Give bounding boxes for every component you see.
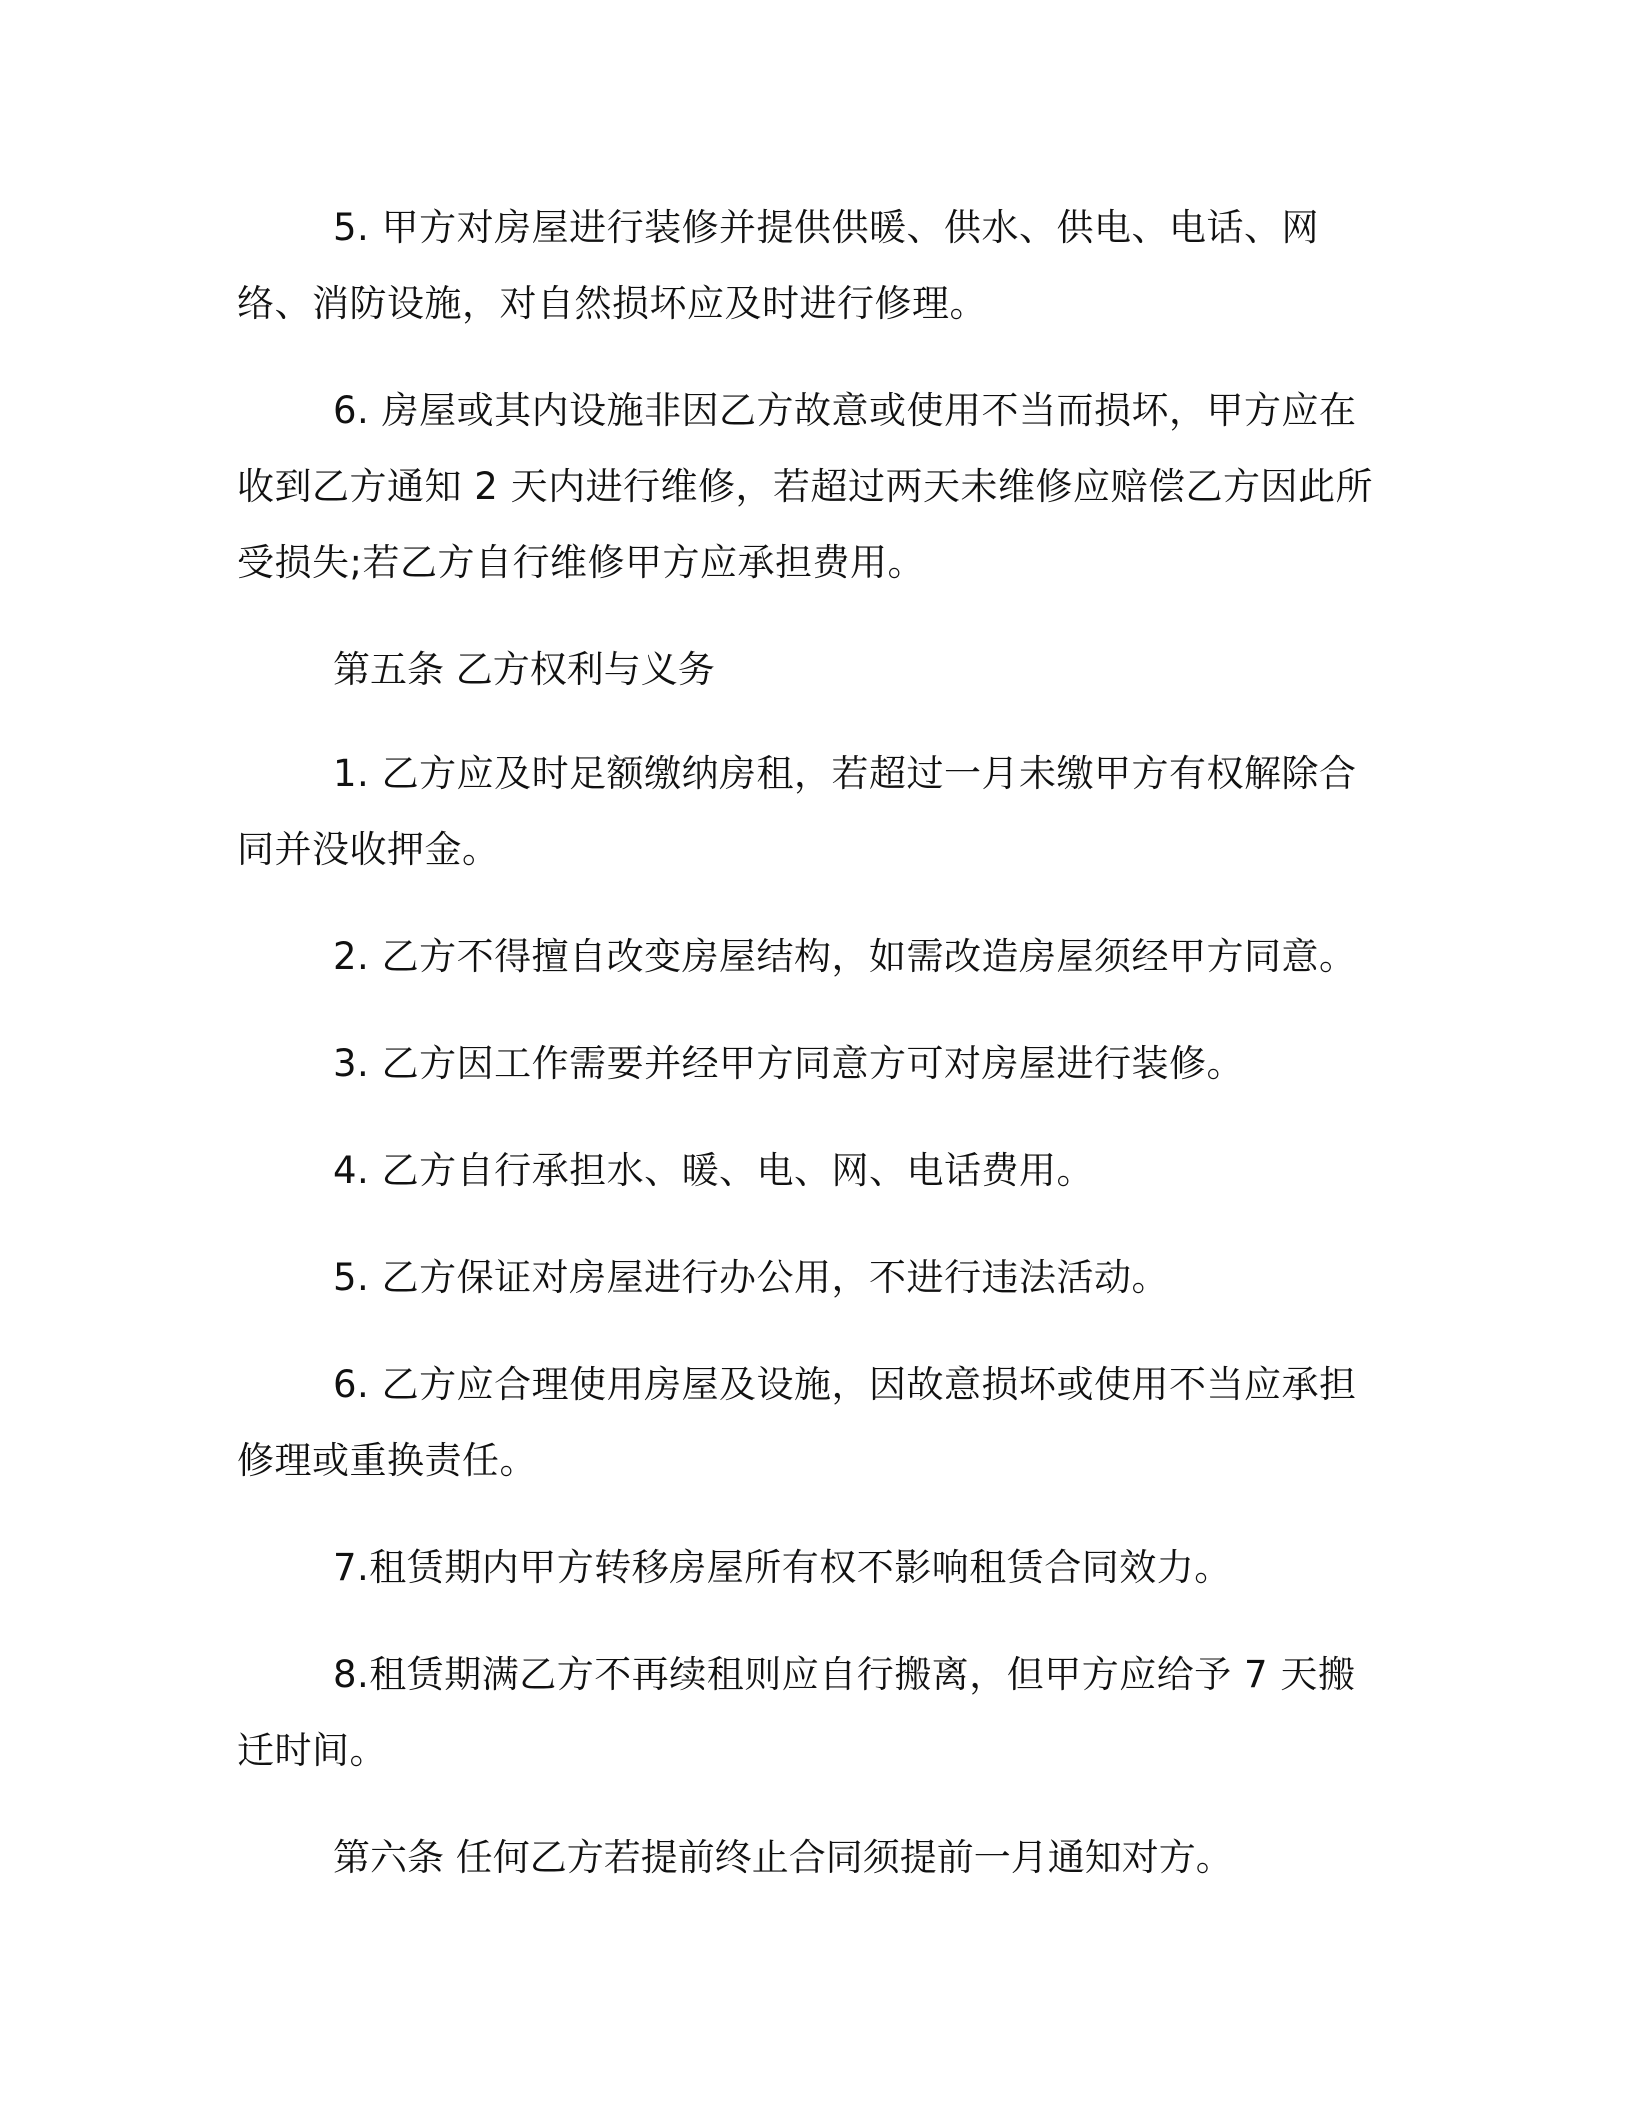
clause-landlord-item-6: 6. 房屋或其内设施非因乙方故意或使用不当而损坏，甲方应在收到乙方通知 2 天内进行维修，若超过两天未维修应赔偿乙方因此所受损失;若乙方自行维修甲方应承担费用。	[237, 389, 1374, 584]
clause-tenant-item-3: 3. 乙方因工作需要并经甲方同意方可对房屋进行装修。	[333, 1042, 1245, 1085]
clause-tenant-item-5: 5. 乙方保证对房屋进行办公用，不进行违法活动。	[333, 1256, 1170, 1299]
clause-tenant-item-8: 8.租赁期满乙方不再续租则应自行搬离，但甲方应给予 7 天搬迁时间。	[237, 1653, 1356, 1772]
clause-tenant-item-7: 7.租赁期内甲方转移房屋所有权不影响租赁合同效力。	[333, 1546, 1232, 1589]
document-body	[237, 190, 1387, 1924]
clause-tenant-item-4: 4. 乙方自行承担水、暖、电、网、电话费用。	[333, 1149, 1095, 1192]
clause-landlord-item-5: 5. 甲方对房屋进行装修并提供供暖、供水、供电、电话、网络、消防设施，对自然损坏应及时进行修理。	[237, 206, 1320, 325]
clause-tenant-item-2: 2. 乙方不得擅自改变房屋结构，如需改造房屋须经甲方同意。	[333, 935, 1357, 978]
clause-tenant-item-1: 1. 乙方应及时足额缴纳房租，若超过一月未缴甲方有权解除合同并没收押金。	[237, 752, 1357, 871]
article-5-heading: 第五条 乙方权利与义务	[333, 648, 715, 691]
article-6-heading: 第六条 任何乙方若提前终止合同须提前一月通知对方。	[333, 1836, 1233, 1879]
clause-tenant-item-6: 6. 乙方应合理使用房屋及设施，因故意损坏或使用不当应承担修理或重换责任。	[237, 1363, 1357, 1482]
